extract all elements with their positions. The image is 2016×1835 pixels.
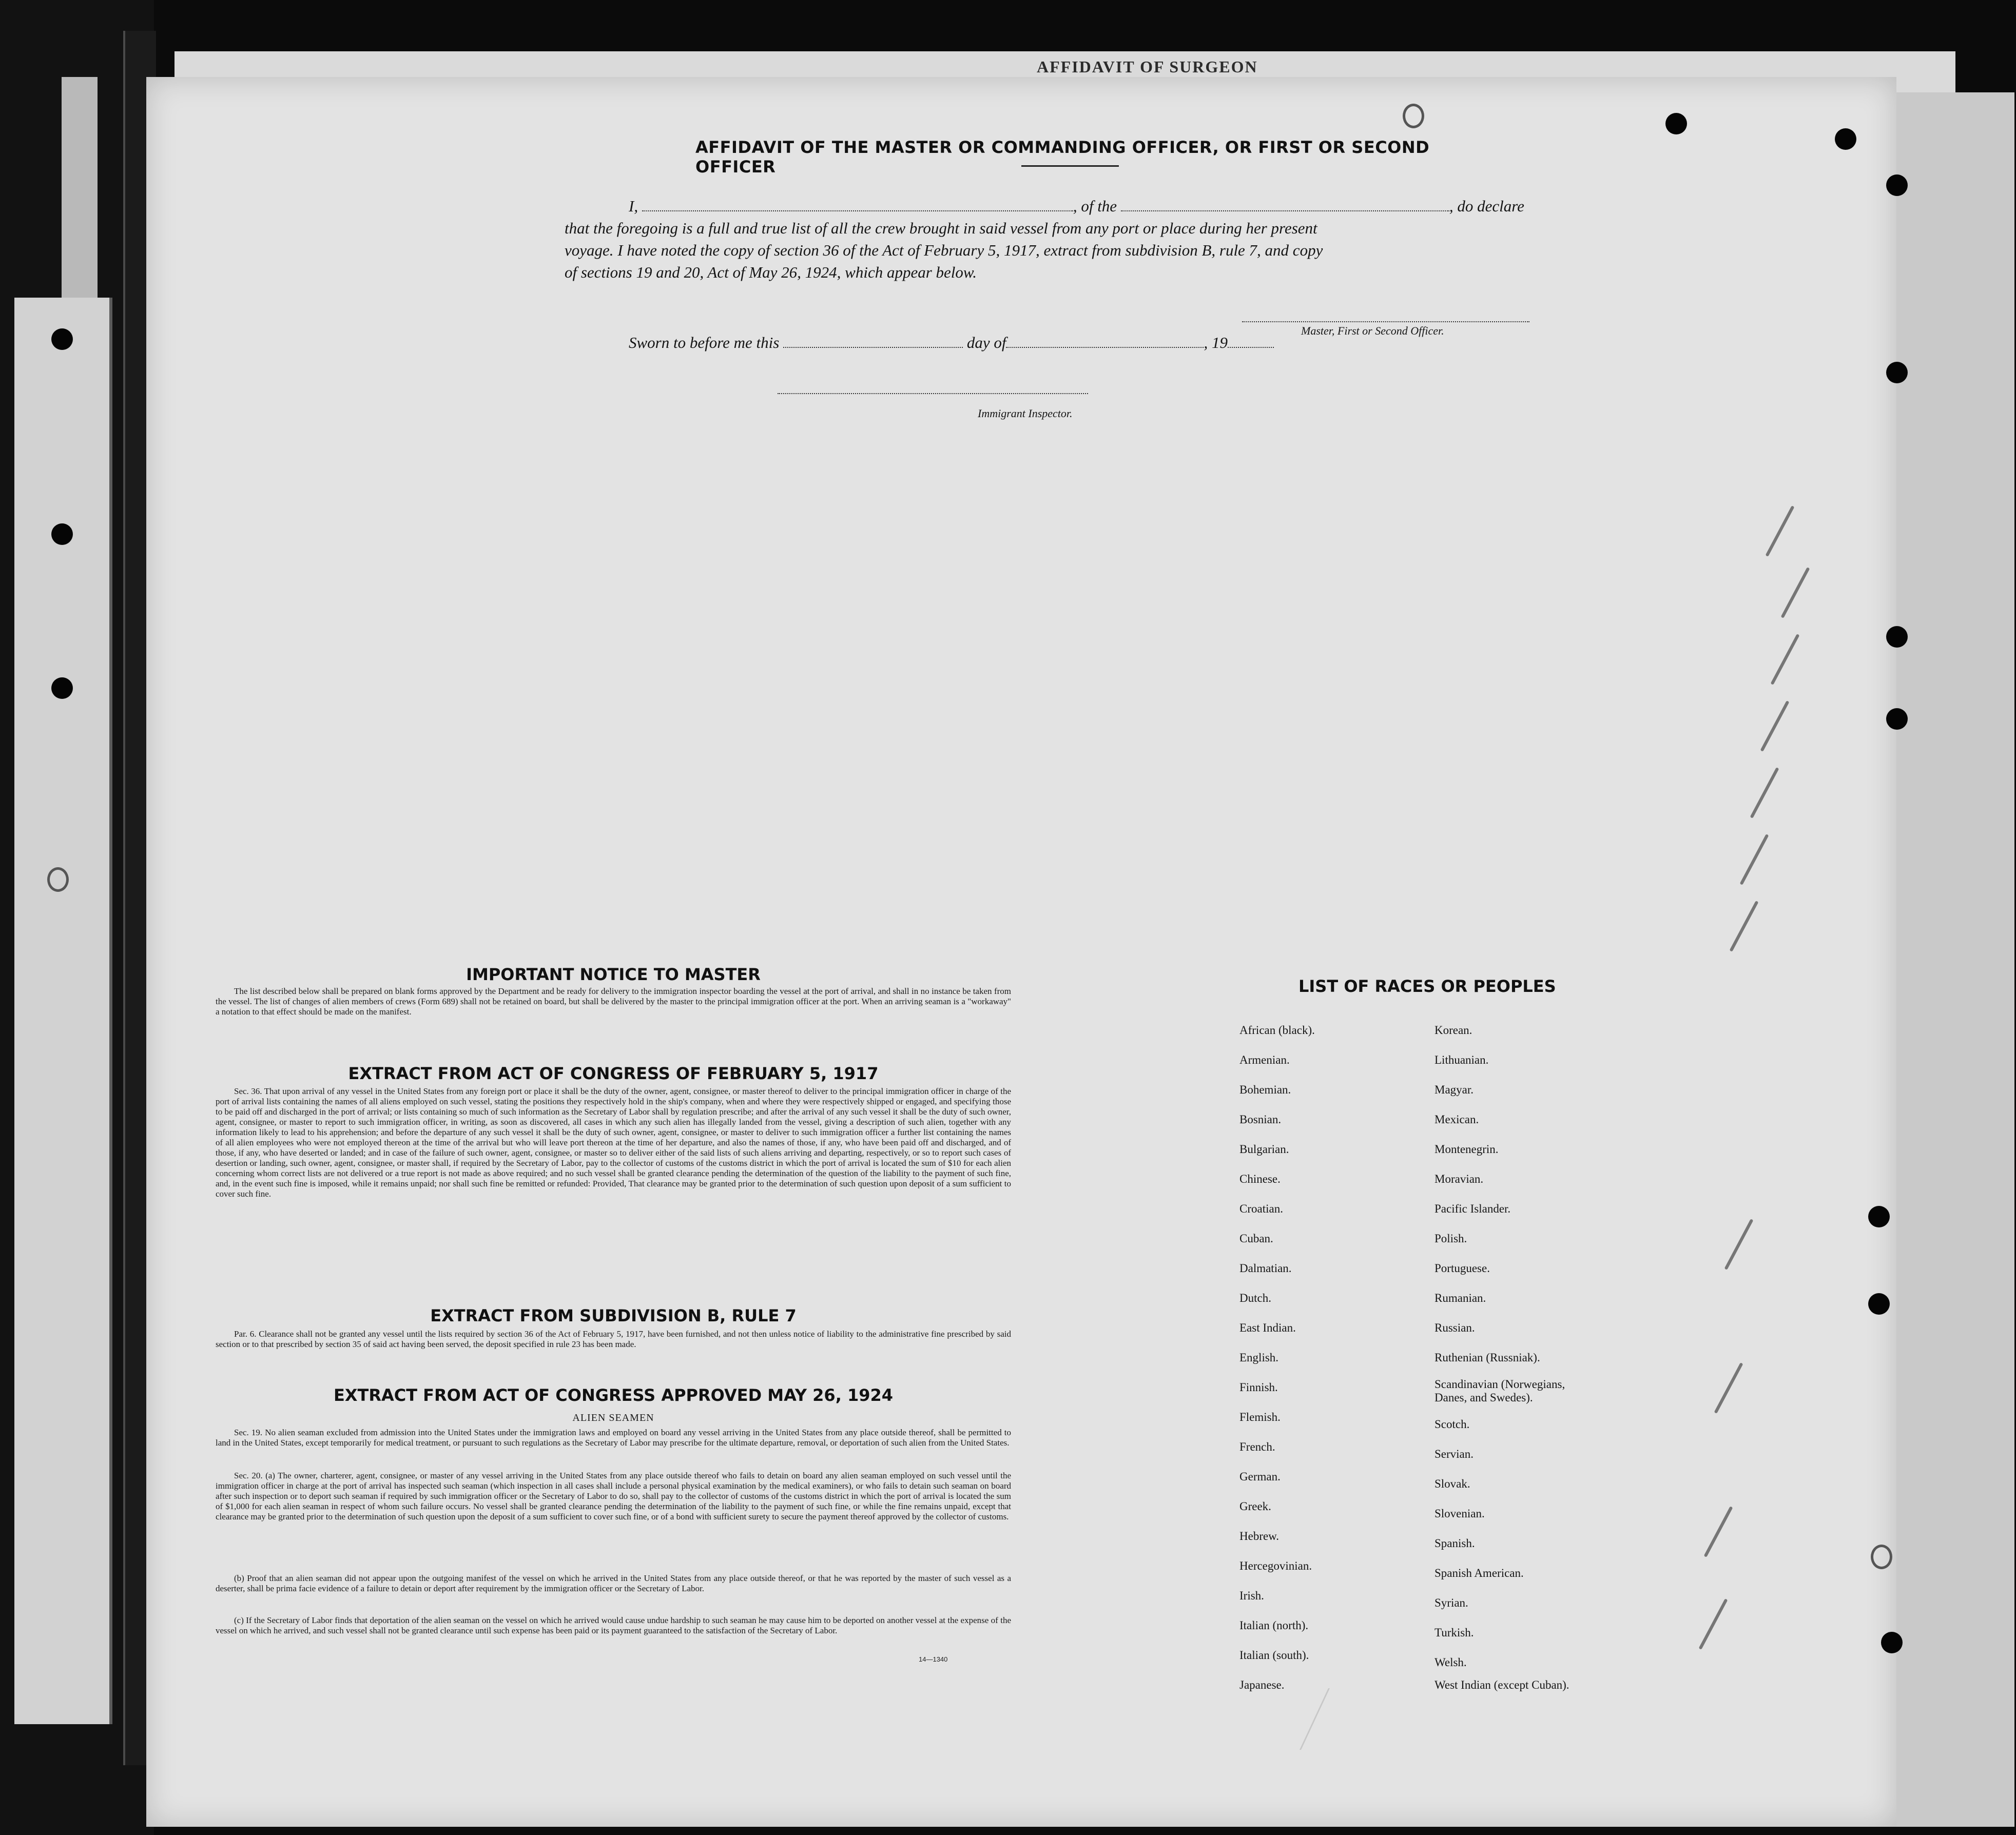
race-item: German. (1239, 1470, 1281, 1483)
punch-hole (47, 867, 69, 892)
sec-19-text: Sec. 19. No alien seaman excluded from admission into the United States under the immigration laws and employed on board any vessel arriving in the United States from any place outside thereof, shall be permitted to land in the United States, except temporarily for medical treatment, or pursuant to such regulations as the Secretary of Labor may prescribe for the ultimate departure, removal, or deportation of such alien from the United States. (216, 1428, 1011, 1448)
race-item: West Indian (except Cuban). (1435, 1678, 1569, 1691)
race-item: Korean. (1435, 1024, 1472, 1037)
race-item: Syrian. (1435, 1596, 1468, 1609)
bleed-through-text (1009, 441, 1027, 530)
race-item: Croatian. (1239, 1202, 1283, 1215)
race-item: Finnish. (1239, 1381, 1278, 1394)
inspector-caption: Immigrant Inspector. (978, 407, 1073, 420)
race-item: Bulgarian. (1239, 1143, 1289, 1156)
punch-hole (1881, 1632, 1903, 1653)
extract-1924-title: EXTRACT FROM ACT OF CONGRESS APPROVED MAY 26, 1924 (333, 1385, 894, 1405)
race-item: East Indian. (1239, 1321, 1296, 1334)
affidavit-of-the: , of the (1073, 197, 1117, 215)
bleed-through-header: AFFIDAVIT OF SURGEON (1037, 57, 1258, 76)
race-item: Chinese. (1239, 1173, 1281, 1185)
affidavit-declare: , do declare (1449, 197, 1524, 215)
sec-20b-text: (b) Proof that an alien seaman did not appear upon the outgoing manifest of the vessel on which he arrived in the United States from any place outside thereof, or that he was reported by the master of such vessel as a deserter, shall be prima facie evidence of a failure to detain or deport after requirement by the immigration officer or the Secretary of Labor. (216, 1573, 1011, 1593)
race-item: Scotch. (1435, 1418, 1470, 1431)
punch-hole (1835, 128, 1856, 150)
race-item: Spanish. (1435, 1537, 1475, 1550)
inspector-signature-line[interactable] (778, 393, 1088, 394)
race-item: Danes, and Swedes). (1435, 1391, 1533, 1404)
race-item: Armenian. (1239, 1053, 1290, 1066)
affidavit-line-3: voyage. I have noted the copy of section 36 of the Act of February 5, 1917, extract from subdivision B, rule 7, and copy (565, 241, 1323, 259)
name-blank[interactable] (642, 200, 1073, 211)
race-item: Scandinavian (Norwegians, (1435, 1378, 1565, 1391)
punch-hole (1871, 1545, 1892, 1569)
punch-hole (51, 523, 73, 545)
sworn-day-blank[interactable] (783, 337, 963, 348)
punch-hole (51, 328, 73, 350)
punch-hole (1886, 708, 1908, 730)
race-item: Italian (south). (1239, 1649, 1309, 1662)
alien-seamen-subtitle: ALIEN SEAMEN (572, 1412, 654, 1423)
sworn-month-blank[interactable] (1006, 337, 1204, 348)
race-item: Cuban. (1239, 1232, 1273, 1245)
sec-20c-text: (c) If the Secretary of Labor finds that deportation of the alien seaman on the vessel on which he arrived would cause undue hardship to such seaman he may cause him to be deported on another vessel at the expense of the vessel on which he arrived, and such vessel shall not be granted clearance until such expense has been paid or its payment guaranteed to the satisfaction of the Secretary of Labor. (216, 1615, 1011, 1635)
notice-text: The list described below shall be prepared on blank forms approved by the Department and be ready for delivery to the immigration inspector boarding the vessel at the port of arrival, and shall in no instance be taken from the vessel. The list of changes of alien members of crews (Form 689) shall not be retained on board, but shall be delivered by the master to the principal immigration officer at the port. When an arriving seaman is a "workaway" a notation to that effect should be made on the manifest. (216, 986, 1011, 1017)
punch-hole (1886, 626, 1908, 648)
race-item: Magyar. (1435, 1083, 1474, 1096)
race-item: Dutch. (1239, 1292, 1271, 1304)
race-item: Irish. (1239, 1589, 1264, 1602)
left-edge-sheet (14, 298, 112, 1724)
race-item: Slovenian. (1435, 1507, 1485, 1520)
title-rule (1021, 165, 1119, 167)
race-item: French. (1239, 1440, 1275, 1453)
notice-title: IMPORTANT NOTICE TO MASTER (466, 965, 761, 984)
race-item: Servian. (1435, 1448, 1474, 1460)
race-item: Mexican. (1435, 1113, 1479, 1126)
punch-hole (1886, 174, 1908, 196)
race-item: Spanish American. (1435, 1567, 1524, 1579)
races-title: LIST OF RACES OR PEOPLES (1298, 977, 1556, 996)
sworn-label: Sworn to before me this (629, 334, 780, 352)
race-item: Welsh. (1435, 1656, 1467, 1669)
affidavit-body (565, 195, 1565, 283)
punch-hole (1665, 113, 1687, 134)
extract-1917-text: Sec. 36. That upon arrival of any vessel in the United States from any foreign port or place it shall be the duty of the owner, agent, consignee, or master thereof to deliver to the principal immigration officer in charge of the port of arrival lists containing the names of all aliens employed on such vessel, stating the positions they respectively hold in the ship's company, when and where they were respectively shipped or engaged, and specifying those to be paid off and discharged in the port of arrival; or lists containing so much of such information as the Secretary of Labor shall by regulation prescribe; and after the arrival of any such vessel it shall be the duty of such owner, agent, consignee, or master to report to such immigration officer, in writing, as soon as discovered, all cases in which any such alien has illegally landed from the vessel, giving a description of such alien, together with any information likely to lead to his apprehension; and before the departure of any such vessel it shall be the duty of such owner, agent, consignee, or master to deliver to such immigration officer a further list containing the names of all alien employees who were not employed thereon at the time of the arrival but who will leave port thereon at the time of her departure, and also the names of those, if any, who have been paid off and discharged, and of those, if any, who have deserted or landed; and in case of the failure of such owner, agent, consignee, or master so to deliver either of the said lists of such aliens arriving and departing, respectively, or so to report such cases of desertion or landing, such owner, agent, consignee, or master shall, if required by the Secretary of Labor, pay to the collector of customs of the customs district in which the port of arrival is located the sum of $10 for each alien concerning whom correct lists are not delivered or a true report is not made as above required; and no such vessel shall be granted clearance pending the determination of the question of the liability to the payment of such fine, and, in the event such fine is imposed, while it remains unpaid; nor shall such fine be remitted or refunded: Provided, That clearance may be granted prior to the determination of such question upon deposit of a sum sufficient to cover such fine. (216, 1086, 1011, 1199)
sworn-line (629, 334, 1274, 352)
race-item: Pacific Islander. (1435, 1202, 1511, 1215)
affidavit-title: AFFIDAVIT OF THE MASTER OR COMMANDING OFFICER, OR FIRST OR SECOND OFFICER (695, 138, 1430, 177)
race-item: Bosnian. (1239, 1113, 1282, 1126)
extract-1917-title: EXTRACT FROM ACT OF CONGRESS OF FEBRUARY 5, 1917 (348, 1064, 879, 1083)
race-item: Moravian. (1435, 1173, 1484, 1185)
sworn-year-blank[interactable] (1228, 337, 1274, 348)
race-item: Italian (north). (1239, 1619, 1309, 1632)
affidavit-line-2: that the foregoing is a full and true list of all the crew brought in said vessel from any port or place during her present (565, 219, 1317, 237)
punch-hole (1403, 104, 1424, 128)
master-signature-line[interactable] (1242, 321, 1529, 322)
race-item: Hebrew. (1239, 1530, 1280, 1543)
punch-hole (51, 677, 73, 699)
sworn-day-of: day of (966, 334, 1006, 352)
race-item: Rumanian. (1435, 1292, 1486, 1304)
race-item: Dalmatian. (1239, 1262, 1292, 1275)
master-caption: Master, First or Second Officer. (1301, 324, 1444, 337)
race-item: Lithuanian. (1435, 1053, 1489, 1066)
affidavit-i: I, (629, 197, 638, 215)
race-item: African (black). (1239, 1024, 1315, 1037)
rule-7-text: Par. 6. Clearance shall not be granted any vessel until the lists required by section 36 of the Act of February 5, 1917, have been furnished, and not then unless notice of liability to the administrative fine prescribed by said section or to that prescribed by section 35 of said act having been served, the deposit specified in rule 23 has been made. (216, 1329, 1011, 1349)
rule-7-title: EXTRACT FROM SUBDIVISION B, RULE 7 (430, 1306, 797, 1325)
vessel-blank[interactable] (1121, 200, 1449, 211)
race-item: Ruthenian (Russniak). (1435, 1351, 1540, 1364)
race-item: Japanese. (1239, 1678, 1285, 1691)
sec-20a-text: Sec. 20. (a) The owner, charterer, agent, consignee, or master of any vessel arriving in the United States from any place outside thereof who fails to detain on board any alien seaman employed on such vessel until the immigration officer in charge at the port of arrival has inspected such seaman (which inspection in all cases shall include a personal physical examination by the medical examiners), or who fails to detain such seaman on board after such inspection or to deport such seaman if required by such immigration officer or the Secretary of Labor to do so, shall pay to the collector of customs of the customs district in which the port of arrival is located the sum of $1,000 for each alien seaman in respect of whom such failure occurs. No vessel shall be granted clearance pending the determination of the liability to the payment of such fine, or while the fine remains unpaid, except that clearance may be granted prior to the determination of such question upon the deposit of a sum sufficient to cover such fine, or of a bond with sufficient surety to secure the payment thereof approved by the collector of customs. (216, 1471, 1011, 1521)
race-item: Polish. (1435, 1232, 1467, 1245)
race-item: Bohemian. (1239, 1083, 1291, 1096)
race-item: Flemish. (1239, 1411, 1281, 1423)
affidavit-line-4: of sections 19 and 20, Act of May 26, 1924, which appear below. (565, 263, 977, 281)
race-item: Greek. (1239, 1500, 1271, 1513)
race-item: Turkish. (1435, 1626, 1474, 1639)
punch-hole (1886, 362, 1908, 383)
race-item: Russian. (1435, 1321, 1475, 1334)
race-item: Portuguese. (1435, 1262, 1490, 1275)
punch-hole (1868, 1293, 1890, 1315)
race-item: Hercegovinian. (1239, 1559, 1312, 1572)
sworn-year: , 19 (1204, 334, 1228, 352)
race-item: Slovak. (1435, 1477, 1470, 1490)
race-item: Montenegrin. (1435, 1143, 1499, 1156)
punch-hole (1868, 1206, 1890, 1227)
race-item: English. (1239, 1351, 1279, 1364)
form-number: 14—1340 (919, 1655, 948, 1663)
